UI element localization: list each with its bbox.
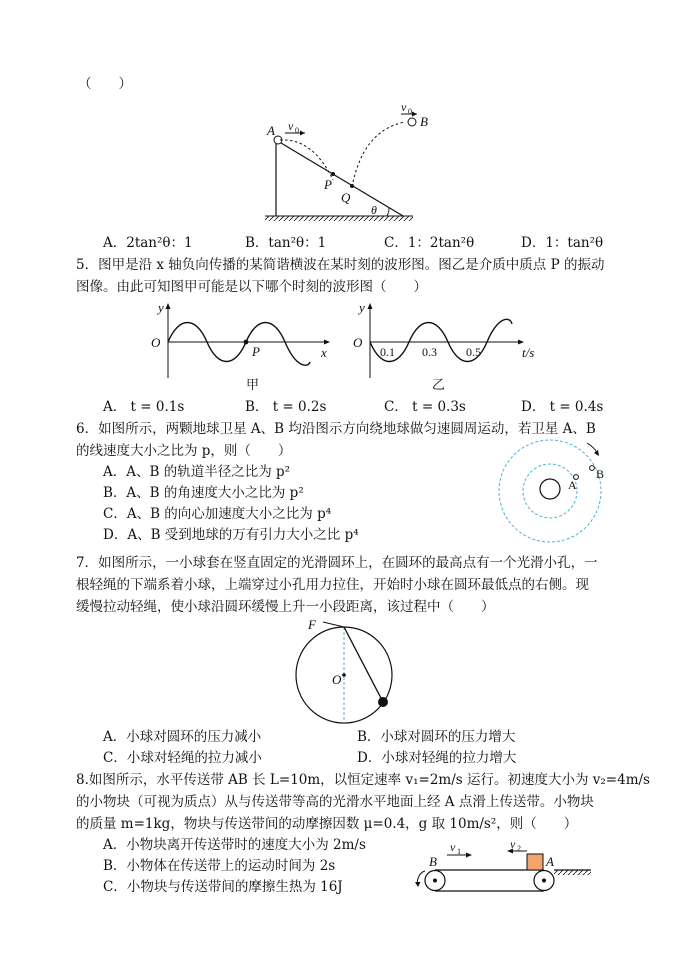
q7-stem-line3: 缓慢拉动轻绳，使小球沿圆环缓慢上升一小段距离，该过程中（ ）: [76, 599, 495, 615]
label-b-8: B: [429, 854, 437, 869]
label-v0-a: v: [288, 119, 294, 133]
q8-stem-line1: 8.如图所示，水平传送带 AB 长 L=10m，以恒定速率 v₁=2m/s 运行。初速度大小为 v₂=4m/s: [76, 772, 650, 788]
label-q: Q: [341, 190, 351, 205]
label-sat-b: B: [596, 467, 605, 481]
point-q: [350, 184, 354, 188]
jia-label-x: x: [321, 345, 327, 360]
jia-caption: 甲: [246, 377, 260, 392]
label-f: F: [308, 617, 316, 632]
v0-arrowhead-b: [412, 112, 417, 117]
label-sat-a: A: [568, 478, 577, 492]
label-v0-b-sub: 0: [408, 107, 412, 116]
label-p: P: [324, 177, 332, 192]
ground-hatch: [265, 216, 413, 221]
q6-option-d: D．A、B 受到地球的万有引力大小之比 p⁴: [103, 527, 359, 543]
jia-label-p: P: [252, 344, 260, 359]
center-o: [342, 673, 346, 677]
q8-option-b: B．小物体在传送带上的运动时间为 2s: [103, 858, 336, 874]
q7-option-b: B．小球对圆环的压力增大: [357, 729, 516, 745]
q5-option-b: B． t = 0.2s: [245, 399, 327, 415]
q5-option-c: C． t = 0.3s: [384, 399, 466, 415]
q6-option-b: B．A、B 的角速度大小之比为 p²: [103, 485, 304, 501]
q6-option-c: C．A、B 的向心加速度大小之比为 p⁴: [103, 506, 332, 522]
q8-stem-line3: 的质量 m=1kg，物块与传送带间的动摩擦因数 μ=0.4，g 取 10m/s²，则（ ）: [76, 816, 578, 832]
earth: [540, 479, 560, 499]
label-o: O: [332, 672, 342, 687]
yi-t-arrow: [518, 340, 524, 345]
q8-option-c: C．小物块与传送带间的摩擦生热为 16J: [103, 879, 343, 895]
q5-option-d: D． t = 0.4s: [521, 399, 604, 415]
trajectory-p: [280, 140, 333, 180]
q8-figure: [405, 838, 595, 898]
q4-option-d: D．1：tan²θ: [521, 235, 604, 251]
q4-option-c: C．1：2tan²θ: [384, 235, 475, 251]
q7-option-c: C．小球对轻绳的拉力减小: [103, 750, 262, 766]
block: [527, 854, 543, 870]
label-v1-sub: 1: [457, 847, 461, 856]
small-ball: [378, 697, 388, 707]
rope: [344, 627, 383, 702]
trajectory-q: [352, 122, 405, 187]
rotation-arrowhead: [415, 882, 421, 887]
jia-label-o: O: [151, 335, 161, 350]
yi-y-arrow: [368, 303, 373, 309]
q7-stem-line2: 根轻绳的下端系着小球，上端穿过小孔用力拉住，开始时小球在圆环最低点的右侧。现: [76, 577, 589, 593]
label-v1: v: [450, 840, 456, 854]
jia-x-arrow: [324, 340, 330, 345]
yi-tick-01: 0.1: [380, 345, 395, 359]
label-a-8: A: [546, 854, 554, 869]
yi-label-o: O: [353, 335, 363, 350]
v0-arrowhead-a: [300, 131, 305, 136]
ground-hatch-8: [554, 870, 591, 875]
q5-figure-yi: [352, 298, 542, 393]
q8-option-a: A．小物块离开传送带时的速度大小为 2m/s: [103, 837, 366, 853]
jia-point-p: [244, 340, 249, 345]
yi-label-y: y: [359, 300, 365, 315]
label-v2-sub: 2: [517, 844, 521, 853]
label-theta: θ: [371, 203, 377, 217]
label-v0-a-sub: 0: [295, 126, 299, 135]
q6-stem-line2: 的线速度大小之比为 p，则（ ）: [76, 443, 292, 459]
yi-label-t: t/s: [522, 345, 535, 360]
jia-wave: [168, 323, 310, 366]
right-pulley-axle: [542, 879, 546, 883]
q8-stem-line2: 的小物块（可视为质点）从与传送带等高的光滑水平地面上经 A 点滑上传送带。小物块: [76, 794, 594, 810]
jia-y-arrow: [166, 303, 171, 309]
q7-figure: [290, 614, 400, 724]
v1-arrowhead: [466, 853, 472, 858]
label-v2: v: [510, 837, 516, 851]
theta-arc: [387, 208, 389, 216]
label-a: A: [267, 123, 275, 138]
q7-option-a: A．小球对圆环的压力减小: [103, 729, 262, 745]
q7-option-d: D．小球对轻绳的拉力增大: [357, 750, 517, 766]
q7-stem-line1: 7．如图所示，一小球套在竖直固定的光滑圆环上，在圆环的最高点有一个光滑小孔，一: [76, 555, 598, 571]
q4-figure: [255, 100, 445, 225]
q6-option-a: A．A、B 的轨道半径之比为 p²: [103, 464, 291, 480]
q5-stem-line2: 图像。由此可知图甲可能是以下哪个时刻的波形图（ ）: [76, 279, 427, 295]
q4-option-b: B．tan²θ：1: [245, 235, 327, 251]
q4-option-a: A．2tan²θ：1: [103, 235, 193, 251]
yi-tick-05: 0.5: [466, 345, 481, 359]
yi-tick-03: 0.3: [422, 345, 437, 359]
satellite-b: [590, 466, 595, 471]
q6-figure: [495, 436, 620, 551]
jia-label-y: y: [158, 300, 164, 315]
point-b-ball: [408, 118, 416, 126]
q5-stem-line1: 5．图甲是沿 x 轴负向传播的某简谐横波在某时刻的波形图。图乙是介质中质点 P 的振动: [76, 257, 605, 273]
q4-stem-tail: （ ）: [78, 76, 132, 92]
left-pulley-axle: [433, 879, 437, 883]
yi-caption: 乙: [432, 377, 446, 392]
incline: [276, 140, 403, 216]
q5-option-a: A． t = 0.1s: [103, 399, 185, 415]
label-v0-b: v: [401, 100, 407, 114]
point-p: [331, 172, 335, 176]
q6-stem-line1: 6．如图所示，两颗地球卫星 A、B 均沿图示方向绕地球做匀速圆周运动，若卫星 A、B: [76, 421, 596, 437]
label-b: B: [420, 114, 428, 129]
pull-line: [323, 622, 344, 627]
q5-figure-jia: [148, 298, 338, 393]
